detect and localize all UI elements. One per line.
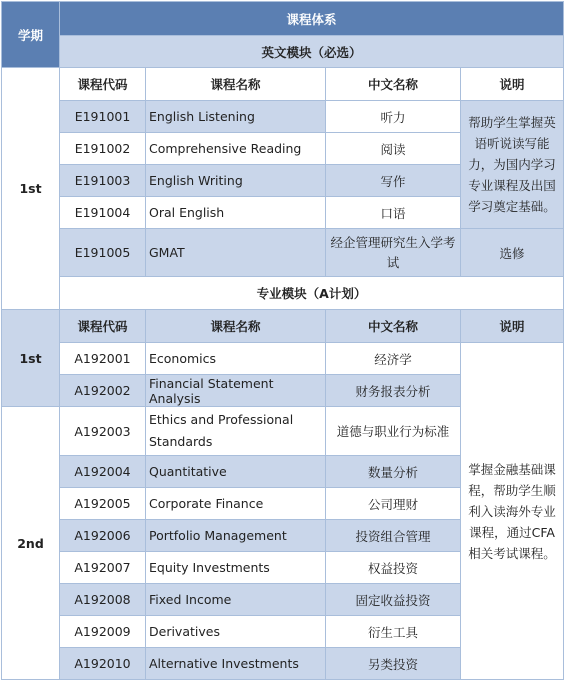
course-cn-name: 经企管理研究生入学考试: [326, 229, 461, 277]
course-code: A192002: [60, 375, 146, 407]
course-code: E191005: [60, 229, 146, 277]
course-code: A192001: [60, 343, 146, 375]
col-note-header: 说明: [461, 310, 564, 343]
course-cn-name: 投资组合管理: [326, 520, 461, 552]
course-name: English Writing: [146, 165, 326, 197]
col-name-header: 课程名称: [146, 310, 326, 343]
col-code-header: 课程代码: [60, 68, 146, 101]
course-code: A192008: [60, 584, 146, 616]
gmat-note: 选修: [461, 229, 564, 277]
course-code: A192003: [60, 407, 146, 456]
course-name: Alternative Investments: [146, 648, 326, 680]
course-code: A192005: [60, 488, 146, 520]
course-code: E191002: [60, 133, 146, 165]
col-code-header: 课程代码: [60, 310, 146, 343]
term-header: 学期: [2, 2, 60, 68]
course-cn-name: 财务报表分析: [326, 375, 461, 407]
course-cn-name: 经济学: [326, 343, 461, 375]
course-name: Oral English: [146, 197, 326, 229]
course-cn-name: 衍生工具: [326, 616, 461, 648]
course-cn-name: 写作: [326, 165, 461, 197]
professional-module-note: 掌握金融基础课程，帮助学生顺利入读海外专业课程，通过CFA相关考试课程。: [461, 343, 564, 680]
col-name-header: 课程名称: [146, 68, 326, 101]
course-code: E191003: [60, 165, 146, 197]
course-cn-name: 道德与职业行为标准: [326, 407, 461, 456]
course-code: A192006: [60, 520, 146, 552]
course-cn-name: 数量分析: [326, 456, 461, 488]
course-name: Corporate Finance: [146, 488, 326, 520]
course-name: GMAT: [146, 229, 326, 277]
professional-term2-label: 2nd: [2, 407, 60, 680]
curriculum-header: 课程体系: [60, 2, 564, 36]
english-module-note: 帮助学生掌握英语听说读写能力，为国内学习专业课程及出国学习奠定基础。: [461, 101, 564, 229]
course-code: A192004: [60, 456, 146, 488]
course-name: Derivatives: [146, 616, 326, 648]
course-code: A192007: [60, 552, 146, 584]
professional-term1-label: 1st: [2, 310, 60, 407]
course-cn-name: 阅读: [326, 133, 461, 165]
course-cn-name: 另类投资: [326, 648, 461, 680]
course-code: E191004: [60, 197, 146, 229]
course-cn-name: 听力: [326, 101, 461, 133]
course-code: A192009: [60, 616, 146, 648]
col-note-header: 说明: [461, 68, 564, 101]
course-code: E191001: [60, 101, 146, 133]
course-name: Quantitative: [146, 456, 326, 488]
curriculum-table: [1, 1, 564, 680]
course-name: Comprehensive Reading: [146, 133, 326, 165]
col-cn-header: 中文名称: [326, 68, 461, 101]
course-name: Equity Investments: [146, 552, 326, 584]
course-cn-name: 口语: [326, 197, 461, 229]
course-cn-name: 权益投资: [326, 552, 461, 584]
course-name: Ethics and Professional Standards: [146, 407, 326, 456]
course-code: A192010: [60, 648, 146, 680]
col-cn-header: 中文名称: [326, 310, 461, 343]
english-module-title: 英文模块（必选）: [60, 36, 564, 68]
professional-module-title: 专业模块（A计划）: [60, 277, 564, 310]
course-name: Fixed Income: [146, 584, 326, 616]
course-cn-name: 固定收益投资: [326, 584, 461, 616]
english-term-label: 1st: [2, 68, 60, 310]
course-name: Financial Statement Analysis: [146, 375, 326, 407]
course-name: Portfolio Management: [146, 520, 326, 552]
course-name: Economics: [146, 343, 326, 375]
course-cn-name: 公司理财: [326, 488, 461, 520]
course-name: English Listening: [146, 101, 326, 133]
